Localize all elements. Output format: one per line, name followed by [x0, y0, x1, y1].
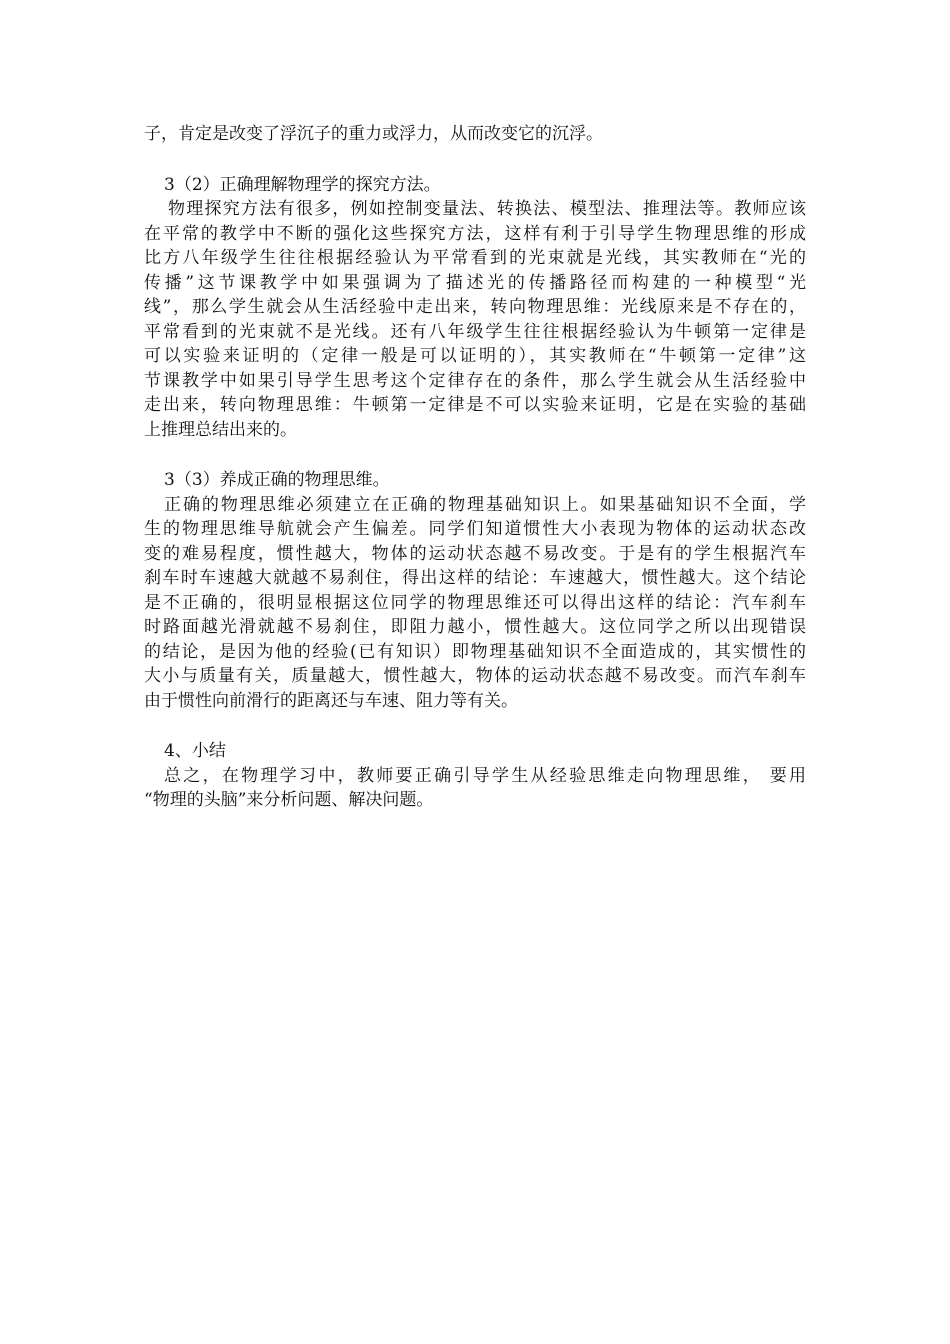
paragraph-line: 大小与质量有关，质量越大，惯性越大，物体的运动状态越不易改变。而汽车刹车	[144, 666, 806, 686]
paragraph-line: 物理探究方法有很多，例如控制变量法、转换法、模型法、推理法等。教师应该	[168, 199, 806, 219]
paragraph-line: 是不正确的，很明显根据这位同学的物理思维还可以得出这样的结论：汽车刹车	[144, 592, 806, 613]
paragraph-line: 走出来，转向物理思维：牛顿第一定律是不可以实验来证明，它是在实验的基础	[144, 395, 806, 415]
paragraph-line: 正确的物理思维必须建立在正确的物理基础知识上。如果基础知识不全面，学	[164, 494, 806, 515]
paragraph-line: 时路面越光滑就越不易刹住，即阻力越小，惯性越大。这位同学之所以出现错误	[144, 617, 806, 637]
paragraph-line: 比方八年级学生往往根据经验认为平常看到的光束就是光线，其实教师在“光的	[144, 248, 806, 268]
paragraph-line: 在平常的教学中不断的强化这些探究方法，这样有利于引导学生物理思维的形成	[144, 223, 806, 244]
paragraph-line: 生的物理思维导航就会产生偏差。同学们知道惯性大小表现为物体的运动状态改	[144, 519, 806, 539]
paragraph-line: 的结论，是因为他的经验(已有知识）即物理基础知识不全面造成的，其实惯性的	[144, 641, 806, 662]
paragraph-line: 总之，在物理学习中，教师要正确引导学生从经验思维走向物理思维， 要用	[164, 765, 806, 786]
section-3-2-paragraph	[144, 197, 806, 442]
intro-line: 子，肯定是改变了浮沉子的重力或浮力，从而改变它的沉浮。	[144, 124, 603, 144]
paragraph-line: 刹车时车速越大就越不易刹住，得出这样的结论：车速越大，惯性越大。这个结论	[144, 568, 806, 588]
section-4-heading: 4、小结	[164, 741, 226, 761]
section-3-2-heading: 3（2）正确理解物理学的探究方法。	[164, 174, 441, 195]
paragraph-line: 由于惯性向前滑行的距离还与车速、阻力等有关。	[144, 690, 518, 711]
document-page	[144, 122, 806, 813]
paragraph-line: 节课教学中如果引导学生思考这个定律存在的条件，那么学生就会从生活经验中	[144, 370, 806, 391]
paragraph-line: 线”，那么学生就会从生活经验中走出来，转向物理思维：光线原来是不存在的，	[144, 297, 806, 317]
paragraph-line: 上推理总结出来的。	[144, 419, 297, 440]
paragraph-line: “物理的头脑”来分析问题、解决问题。	[144, 790, 434, 810]
paragraph-line: 平常看到的光束就不是光线。还有八年级学生往往根据经验认为牛顿第一定律是	[144, 321, 806, 342]
section-3-3-paragraph	[144, 493, 806, 714]
section-3-3-heading: 3（3）养成正确的物理思维。	[164, 470, 390, 490]
section-4-paragraph	[144, 764, 806, 813]
paragraph-line: 传播”这节课教学中如果强调为了描述光的传播路径而构建的一种模型“光	[144, 272, 806, 293]
paragraph-line: 变的难易程度，惯性越大，物体的运动状态越不易改变。于是有的学生根据汽车	[144, 543, 806, 564]
paragraph-line: 可以实验来证明的（定律一般是可以证明的），其实教师在“牛顿第一定律”这	[144, 346, 806, 366]
